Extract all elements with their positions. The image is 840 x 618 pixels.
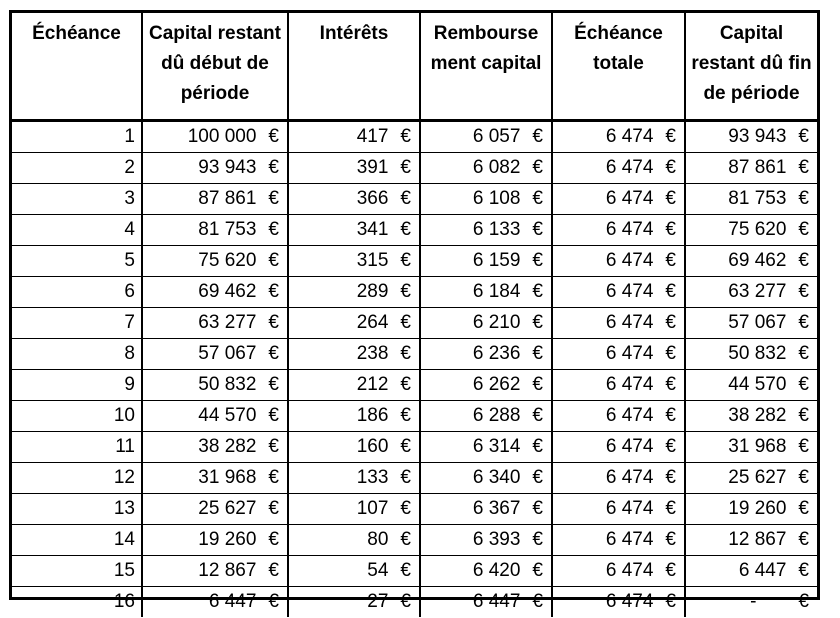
header-capital-debut: Capital restant dû début de période: [142, 13, 288, 121]
cell-echeance-number: 8: [12, 339, 142, 370]
table-row: [12, 121, 817, 153]
amount-value: 6 288: [472, 405, 521, 426]
cell-interets: [288, 339, 420, 370]
currency-symbol: €: [798, 436, 809, 457]
amount-value: 6 236: [472, 343, 521, 364]
currency-symbol: €: [268, 188, 279, 209]
currency-symbol: €: [268, 405, 279, 426]
currency-symbol: €: [665, 312, 676, 333]
currency-symbol: €: [665, 560, 676, 581]
amount-value: 6 474: [605, 219, 654, 240]
cell-echeance-number: 12: [12, 463, 142, 494]
currency-symbol: €: [665, 219, 676, 240]
amortization-table: [12, 13, 817, 617]
table-row: [12, 184, 817, 215]
cell-capital-fin: [685, 184, 817, 215]
amount-value: 63 277: [728, 281, 787, 302]
amount-value: 160: [356, 436, 389, 457]
amount-value: 6 474: [605, 498, 654, 519]
cell-capital-debut: [142, 246, 288, 277]
cell-remboursement: [420, 246, 552, 277]
currency-symbol: €: [532, 126, 543, 147]
cell-echeance-number: 13: [12, 494, 142, 525]
cell-interets: [288, 370, 420, 401]
currency-symbol: €: [400, 560, 411, 581]
table-row: [12, 246, 817, 277]
cell-capital-debut: [142, 184, 288, 215]
table-row: [12, 308, 817, 339]
cell-echeance-totale: [552, 370, 685, 401]
cell-echeance-totale: [552, 432, 685, 463]
currency-symbol: €: [532, 405, 543, 426]
amount-value: -: [750, 591, 757, 612]
amount-value: 6 474: [605, 312, 654, 333]
amount-value: 6 057: [472, 126, 521, 147]
cell-echeance-totale: [552, 153, 685, 184]
cell-echeance-number: 14: [12, 525, 142, 556]
cell-capital-debut: [142, 215, 288, 246]
currency-symbol: €: [665, 157, 676, 178]
currency-symbol: €: [400, 343, 411, 364]
amount-value: 31 968: [198, 467, 257, 488]
cell-echeance-totale: [552, 246, 685, 277]
currency-symbol: €: [400, 250, 411, 271]
amount-value: 100 000: [187, 126, 257, 147]
cell-capital-debut: [142, 277, 288, 308]
amount-value: 12 867: [198, 560, 257, 581]
currency-symbol: €: [400, 467, 411, 488]
currency-symbol: €: [665, 467, 676, 488]
currency-symbol: €: [532, 591, 543, 612]
amount-value: 6 184: [472, 281, 521, 302]
cell-echeance-number: 5: [12, 246, 142, 277]
cell-echeance-totale: [552, 308, 685, 339]
currency-symbol: €: [400, 374, 411, 395]
table-row: [12, 587, 817, 618]
table-row: [12, 401, 817, 432]
amount-value: 81 753: [198, 219, 257, 240]
amount-value: 6 159: [472, 250, 521, 271]
currency-symbol: €: [665, 250, 676, 271]
amount-value: 54: [367, 560, 389, 581]
currency-symbol: €: [532, 374, 543, 395]
cell-capital-fin: [685, 494, 817, 525]
amount-value: 6 393: [472, 529, 521, 550]
cell-echeance-totale: [552, 401, 685, 432]
cell-capital-debut: [142, 463, 288, 494]
currency-symbol: €: [665, 188, 676, 209]
currency-symbol: €: [665, 529, 676, 550]
amount-value: 6 474: [605, 281, 654, 302]
amount-value: 391: [356, 157, 389, 178]
cell-interets: [288, 494, 420, 525]
amount-value: 6 474: [605, 157, 654, 178]
cell-echeance-totale: [552, 121, 685, 153]
currency-symbol: €: [798, 312, 809, 333]
currency-symbol: €: [400, 188, 411, 209]
amount-value: 6 474: [605, 374, 654, 395]
currency-symbol: €: [532, 436, 543, 457]
cell-capital-fin: [685, 246, 817, 277]
currency-symbol: €: [400, 219, 411, 240]
amount-value: 341: [356, 219, 389, 240]
cell-echeance-number: 16: [12, 587, 142, 618]
cell-capital-debut: [142, 308, 288, 339]
currency-symbol: €: [798, 188, 809, 209]
cell-echeance-totale: [552, 215, 685, 246]
cell-capital-debut: [142, 121, 288, 153]
header-echeance: Échéance: [12, 13, 142, 121]
amount-value: 6 367: [472, 498, 521, 519]
amount-value: 6 474: [605, 436, 654, 457]
currency-symbol: €: [400, 529, 411, 550]
currency-symbol: €: [400, 591, 411, 612]
cell-interets: [288, 401, 420, 432]
currency-symbol: €: [532, 498, 543, 519]
cell-capital-debut: [142, 401, 288, 432]
amount-value: 19 260: [728, 498, 787, 519]
cell-capital-debut: [142, 494, 288, 525]
amount-value: 264: [356, 312, 389, 333]
currency-symbol: €: [798, 467, 809, 488]
currency-symbol: €: [532, 343, 543, 364]
cell-remboursement: [420, 339, 552, 370]
amount-value: 57 067: [728, 312, 787, 333]
amount-value: 315: [356, 250, 389, 271]
cell-echeance-number: 6: [12, 277, 142, 308]
cell-echeance-number: 10: [12, 401, 142, 432]
cell-echeance-totale: [552, 587, 685, 618]
cell-capital-fin: [685, 153, 817, 184]
amount-value: 87 861: [198, 188, 257, 209]
amount-value: 6 474: [605, 529, 654, 550]
cell-capital-fin: [685, 587, 817, 618]
cell-echeance-number: 7: [12, 308, 142, 339]
amount-value: 133: [356, 467, 389, 488]
amount-value: 6 474: [605, 560, 654, 581]
table-row: [12, 494, 817, 525]
cell-remboursement: [420, 121, 552, 153]
cell-echeance-number: 11: [12, 432, 142, 463]
cell-capital-fin: [685, 308, 817, 339]
table-row: [12, 370, 817, 401]
currency-symbol: €: [798, 405, 809, 426]
amount-value: 38 282: [198, 436, 257, 457]
amount-value: 81 753: [728, 188, 787, 209]
header-capital-fin: Capital restant dû fin de période: [685, 13, 817, 121]
currency-symbol: €: [798, 498, 809, 519]
currency-symbol: €: [400, 157, 411, 178]
currency-symbol: €: [665, 343, 676, 364]
cell-interets: [288, 246, 420, 277]
cell-echeance-number: 15: [12, 556, 142, 587]
table-row: [12, 277, 817, 308]
amount-value: 50 832: [728, 343, 787, 364]
amount-value: 6 340: [472, 467, 521, 488]
amount-value: 63 277: [198, 312, 257, 333]
header-interets: Intérêts: [288, 13, 420, 121]
amount-value: 366: [356, 188, 389, 209]
cell-echeance-number: 4: [12, 215, 142, 246]
amount-value: 6 474: [605, 343, 654, 364]
currency-symbol: €: [400, 498, 411, 519]
table-row: [12, 463, 817, 494]
cell-remboursement: [420, 153, 552, 184]
currency-symbol: €: [532, 529, 543, 550]
amount-value: 50 832: [198, 374, 257, 395]
currency-symbol: €: [532, 560, 543, 581]
header-remboursement: Rembourse ment capital: [420, 13, 552, 121]
currency-symbol: €: [532, 250, 543, 271]
cell-remboursement: [420, 401, 552, 432]
amount-value: 289: [356, 281, 389, 302]
amount-value: 6 314: [472, 436, 521, 457]
cell-interets: [288, 308, 420, 339]
currency-symbol: €: [532, 467, 543, 488]
currency-symbol: €: [400, 126, 411, 147]
amount-value: 6 474: [605, 188, 654, 209]
cell-capital-debut: [142, 339, 288, 370]
amount-value: 38 282: [728, 405, 787, 426]
table-row: [12, 339, 817, 370]
currency-symbol: €: [665, 405, 676, 426]
amount-value: 6 447: [472, 591, 521, 612]
currency-symbol: €: [268, 126, 279, 147]
cell-echeance-number: 1: [124, 126, 135, 147]
cell-interets: [288, 184, 420, 215]
cell-interets: [288, 153, 420, 184]
currency-symbol: €: [400, 436, 411, 457]
amount-value: 6 474: [605, 405, 654, 426]
currency-symbol: €: [532, 157, 543, 178]
cell-echeance-totale: [552, 339, 685, 370]
amortization-table-frame: [9, 10, 820, 612]
amount-value: 6 447: [738, 560, 787, 581]
amount-value: 69 462: [728, 250, 787, 271]
cell-capital-debut: [142, 556, 288, 587]
currency-symbol: €: [665, 436, 676, 457]
cell-remboursement: [420, 525, 552, 556]
cell-echeance-totale: [552, 463, 685, 494]
cell-capital-fin: [685, 370, 817, 401]
currency-symbol: €: [268, 312, 279, 333]
header-echeance-totale: Échéance totale: [552, 13, 685, 121]
currency-symbol: €: [798, 157, 809, 178]
cell-echeance-totale: [552, 277, 685, 308]
cell-capital-debut: [142, 525, 288, 556]
amount-value: 69 462: [198, 281, 257, 302]
cell-capital-fin: [685, 463, 817, 494]
currency-symbol: €: [268, 467, 279, 488]
cell-echeance-number: 2: [12, 153, 142, 184]
currency-symbol: €: [798, 219, 809, 240]
currency-symbol: €: [268, 374, 279, 395]
amount-value: 6 420: [472, 560, 521, 581]
cell-echeance-number: 9: [12, 370, 142, 401]
amount-value: 27: [367, 591, 389, 612]
cell-capital-fin: [685, 121, 817, 153]
cell-interets: [288, 587, 420, 618]
cell-remboursement: [420, 432, 552, 463]
table-row: [12, 556, 817, 587]
currency-symbol: €: [532, 188, 543, 209]
amount-value: 93 943: [728, 126, 787, 147]
currency-symbol: €: [400, 281, 411, 302]
amount-value: 107: [356, 498, 389, 519]
currency-symbol: €: [268, 343, 279, 364]
table-row: [12, 153, 817, 184]
cell-capital-fin: [685, 556, 817, 587]
cell-echeance-totale: [552, 184, 685, 215]
cell-remboursement: [420, 277, 552, 308]
amount-value: 57 067: [198, 343, 257, 364]
amount-value: 6 133: [472, 219, 521, 240]
currency-symbol: €: [798, 591, 809, 612]
header-row: [12, 13, 817, 121]
currency-symbol: €: [532, 312, 543, 333]
cell-remboursement: [420, 463, 552, 494]
amount-value: 6 210: [472, 312, 521, 333]
cell-remboursement: [420, 215, 552, 246]
amount-value: 6 108: [472, 188, 521, 209]
cell-capital-fin: [685, 277, 817, 308]
cell-remboursement: [420, 184, 552, 215]
currency-symbol: €: [268, 281, 279, 302]
amount-value: 6 262: [472, 374, 521, 395]
cell-remboursement: [420, 370, 552, 401]
currency-symbol: €: [665, 591, 676, 612]
amount-value: 212: [356, 374, 389, 395]
cell-echeance-totale: [552, 525, 685, 556]
amount-value: 25 627: [198, 498, 257, 519]
cell-remboursement: [420, 556, 552, 587]
table-row: [12, 525, 817, 556]
amount-value: 6 447: [208, 591, 257, 612]
currency-symbol: €: [400, 312, 411, 333]
amount-value: 6 474: [605, 591, 654, 612]
cell-remboursement: [420, 308, 552, 339]
amount-value: 186: [356, 405, 389, 426]
currency-symbol: €: [268, 436, 279, 457]
amount-value: 80: [367, 529, 389, 550]
amount-value: 6 474: [605, 250, 654, 271]
currency-symbol: €: [268, 529, 279, 550]
cell-capital-debut: [142, 153, 288, 184]
cell-echeance-totale: [552, 494, 685, 525]
amount-value: 25 627: [728, 467, 787, 488]
cell-interets: [288, 215, 420, 246]
currency-symbol: €: [665, 498, 676, 519]
cell-capital-debut: [142, 432, 288, 463]
cell-remboursement: [420, 494, 552, 525]
amount-value: 238: [356, 343, 389, 364]
currency-symbol: €: [268, 219, 279, 240]
amount-value: 44 570: [198, 405, 257, 426]
currency-symbol: €: [798, 343, 809, 364]
cell-interets: [288, 556, 420, 587]
currency-symbol: €: [798, 374, 809, 395]
amount-value: 6 082: [472, 157, 521, 178]
table-row: [12, 432, 817, 463]
currency-symbol: €: [798, 560, 809, 581]
amount-value: 75 620: [728, 219, 787, 240]
currency-symbol: €: [665, 374, 676, 395]
currency-symbol: €: [798, 250, 809, 271]
cell-capital-fin: [685, 525, 817, 556]
cell-interets: [288, 277, 420, 308]
cell-capital-fin: [685, 401, 817, 432]
cell-interets: [288, 121, 420, 153]
amount-value: 6 474: [605, 467, 654, 488]
amount-value: 417: [356, 126, 389, 147]
table-row: [12, 215, 817, 246]
currency-symbol: €: [268, 157, 279, 178]
amount-value: 12 867: [728, 529, 787, 550]
currency-symbol: €: [532, 281, 543, 302]
amount-value: 6 474: [605, 126, 654, 147]
currency-symbol: €: [400, 405, 411, 426]
cell-remboursement: [420, 587, 552, 618]
cell-echeance-totale: [552, 556, 685, 587]
currency-symbol: €: [268, 250, 279, 271]
currency-symbol: €: [268, 498, 279, 519]
currency-symbol: €: [798, 529, 809, 550]
cell-capital-fin: [685, 215, 817, 246]
cell-interets: [288, 525, 420, 556]
amount-value: 44 570: [728, 374, 787, 395]
currency-symbol: €: [665, 281, 676, 302]
cell-interets: [288, 463, 420, 494]
cell-capital-fin: [685, 432, 817, 463]
currency-symbol: €: [798, 126, 809, 147]
amount-value: 75 620: [198, 250, 257, 271]
currency-symbol: €: [532, 219, 543, 240]
amount-value: 19 260: [198, 529, 257, 550]
currency-symbol: €: [268, 591, 279, 612]
amount-value: 87 861: [728, 157, 787, 178]
cell-echeance-number: 3: [12, 184, 142, 215]
currency-symbol: €: [268, 560, 279, 581]
cell-capital-debut: [142, 370, 288, 401]
cell-capital-fin: [685, 339, 817, 370]
amount-value: 93 943: [198, 157, 257, 178]
cell-capital-debut: [142, 587, 288, 618]
currency-symbol: €: [798, 281, 809, 302]
amount-value: 31 968: [728, 436, 787, 457]
cell-interets: [288, 432, 420, 463]
currency-symbol: €: [665, 126, 676, 147]
